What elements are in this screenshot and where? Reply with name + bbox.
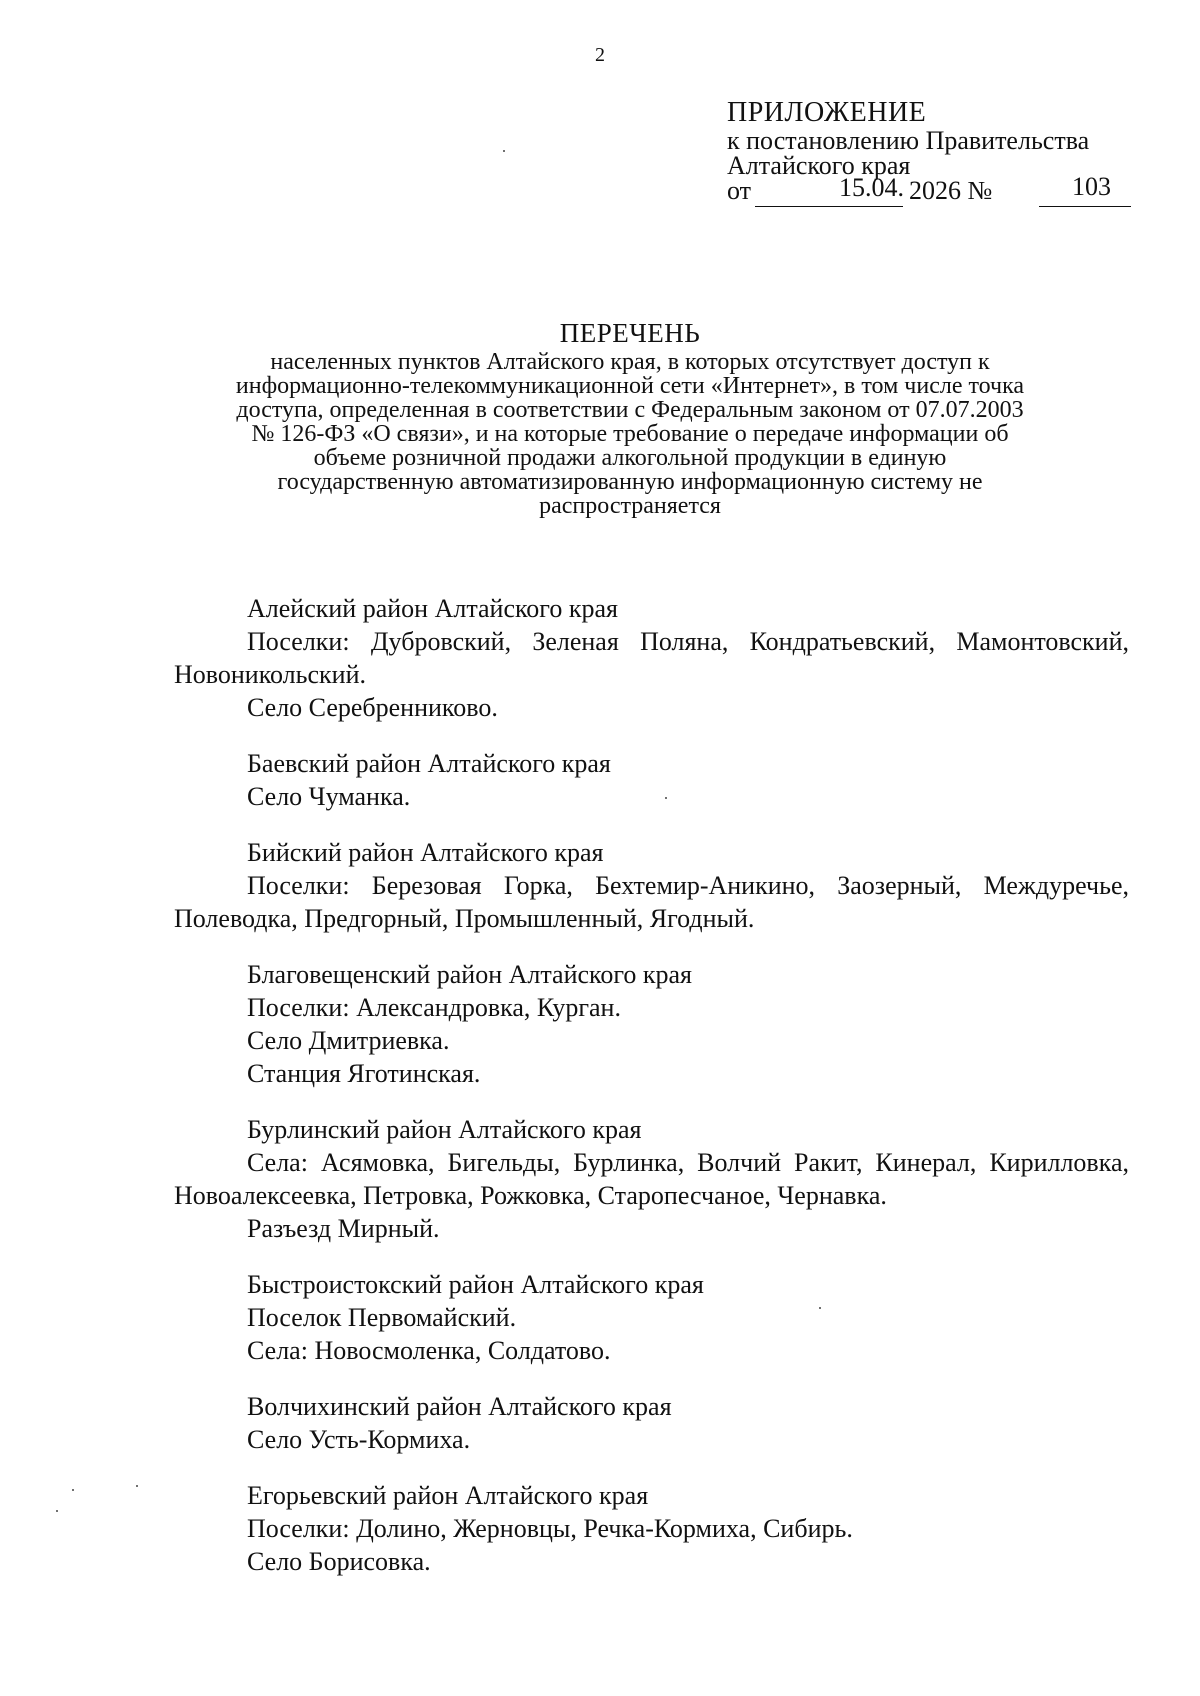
- heading-line: распространяется: [539, 493, 721, 519]
- scan-speck: [503, 150, 505, 152]
- settlement-line: Села: Новосмоленка, Солдатово.: [247, 1336, 611, 1365]
- district-block: [174, 836, 1129, 935]
- settlement-line: Разъезд Мирный.: [247, 1214, 440, 1243]
- district-block: [174, 592, 1129, 724]
- settlement-line: Село Дмитриевка.: [247, 1026, 450, 1055]
- settlement-line: Поселки: Березовая Горка, Бехтемир-Аникино, Заозерный, Междуречье, Полеводка, Предгорный, Промышленный, Ягодный.: [174, 871, 1129, 933]
- appendix-block: [727, 97, 1111, 208]
- appendix-line-resolution: к постановлению Правительства: [727, 126, 1090, 155]
- appendix-line-region: Алтайского края: [727, 151, 911, 180]
- settlement-line: Село Усть-Кормиха.: [247, 1425, 471, 1454]
- scan-speck: [819, 1307, 821, 1309]
- scan-speck: [136, 1485, 138, 1487]
- settlement-line: Поселки: Долино, Жерновцы, Речка-Кормиха, Сибирь.: [247, 1514, 853, 1543]
- district-block: [174, 1390, 1129, 1456]
- appendix-title: ПРИЛОЖЕНИЕ: [727, 97, 927, 128]
- settlement-line: Станция Яготинская.: [247, 1059, 481, 1088]
- settlement-line: Село Чуманка.: [247, 782, 411, 811]
- district-name: Волчихинский район Алтайского края: [247, 1392, 672, 1421]
- page-number: 2: [595, 44, 605, 66]
- heading-line: объеме розничной продажи алкогольной продукции в единую: [313, 445, 947, 471]
- district-name: Баевский район Алтайского края: [247, 749, 611, 778]
- district-name: Быстроистокский район Алтайского края: [247, 1270, 704, 1299]
- date-prefix: от: [727, 176, 752, 205]
- heading-title: ПЕРЕЧЕНЬ: [559, 318, 701, 348]
- settlement-line: Село Серебренниково.: [247, 693, 498, 722]
- number-underline: [1039, 206, 1131, 207]
- heading-line: доступа, определенная в соответствии с Федеральным законом от 07.07.2003: [236, 397, 1024, 423]
- heading-subtitle: [170, 350, 1090, 518]
- heading-line: государственную автоматизированную информационную систему не: [277, 469, 983, 495]
- settlement-line: Поселки: Дубровский, Зеленая Поляна, Кондратьевский, Мамонтовский, Новоникольский.: [174, 627, 1129, 689]
- settlement-line: Село Борисовка.: [247, 1547, 431, 1576]
- date-underline: [755, 206, 903, 207]
- appendix-date-line: [727, 172, 1111, 208]
- district-block: [174, 747, 1129, 813]
- district-block: [174, 1113, 1129, 1245]
- settlement-line: Поселок Первомайский.: [247, 1303, 517, 1332]
- scan-speck: [665, 797, 667, 799]
- districts-list: [174, 592, 1129, 1601]
- heading-line: № 126-ФЗ «О связи», и на которые требование о передаче информации об: [251, 421, 1009, 447]
- date-value: 15.04.: [839, 173, 904, 202]
- settlement-line: Села: Асямовка, Бигельды, Бурлинка, Волчий Ракит, Кинерал, Кирилловка, Новоалексеевка, Петровка, Рожковка, Старопесчаное, Чернавка.: [174, 1148, 1129, 1210]
- heading-line: населенных пунктов Алтайского края, в которых отсутствует доступ к: [270, 349, 990, 375]
- district-block: [174, 1479, 1129, 1578]
- document-number: 103: [1072, 172, 1111, 201]
- year-label: 2026 №: [909, 176, 993, 205]
- district-block: [174, 958, 1129, 1090]
- document-heading: [170, 318, 1090, 518]
- district-name: Бийский район Алтайского края: [247, 838, 604, 867]
- district-block: [174, 1268, 1129, 1367]
- scan-speck: [56, 1510, 58, 1512]
- district-name: Благовещенский район Алтайского края: [247, 960, 693, 989]
- scan-speck: [72, 1489, 74, 1491]
- settlement-line: Поселки: Александровка, Курган.: [247, 993, 621, 1022]
- heading-line: информационно-телекоммуникационной сети «Интернет», в том числе точка: [235, 373, 1025, 399]
- district-name: Егорьевский район Алтайского края: [247, 1481, 649, 1510]
- district-name: Алейский район Алтайского края: [247, 594, 618, 623]
- district-name: Бурлинский район Алтайского края: [247, 1115, 642, 1144]
